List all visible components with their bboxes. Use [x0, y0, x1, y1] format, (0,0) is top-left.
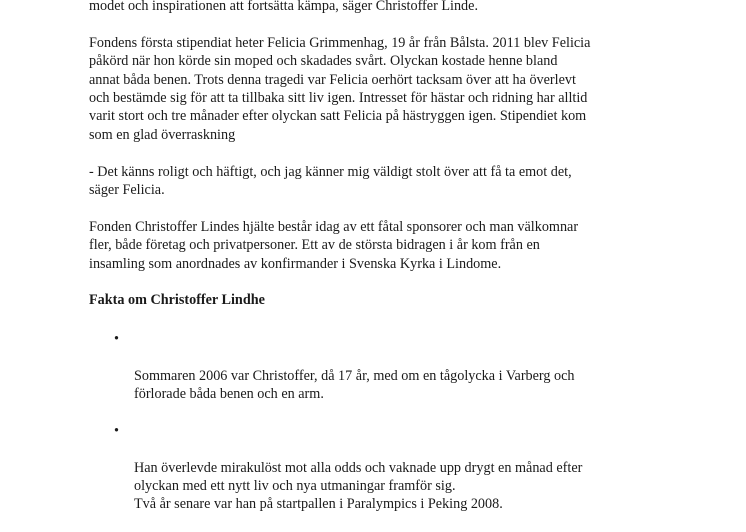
bullet-icon: • [114, 422, 119, 439]
paragraph-closing-quote: modet och inspirationen att fortsätta kämpa, säger Christoffer Linde. [89, 0, 478, 14]
paragraph-felicia-quote: - Det känns roligt och häftigt, och jag känner mig väldigt stolt över att få ta emot det, säger Felicia. [89, 163, 572, 199]
facts-heading: Fakta om Christoffer Lindhe [89, 292, 265, 309]
fact-text: Han överlevde mirakulöst mot alla odds och vaknade upp drygt en månad efter olyckan med ett nytt liv och nya utmaningar framför sig. Två år senare var han på startpallen i Paralympics i Peking 2008. [134, 459, 583, 513]
document-page [89, 0, 689, 532]
facts-list [89, 330, 689, 514]
bullet-icon: • [114, 330, 119, 347]
paragraph-sponsors: Fonden Christoffer Lindes hjälte består idag av ett fåtal sponsorer och man välkomnar fler, både företag och privatpersoner. Ett av de största bidragen i år kom från en insamling som anordnades av konfirmander i Svenska Kyrka i Lindome. [89, 218, 579, 272]
fact-text: Sommaren 2006 var Christoffer, då 17 år, med om en tågolycka i Varberg och förlorade båda benen och en arm. [134, 367, 575, 403]
paragraph-first-scholar: Fondens första stipendiat heter Felicia Grimmenhag, 19 år från Bålsta. 2011 blev Felicia påkörd när hon körde sin moped och skadades svårt. Olyckan kostade henne bland annat båda benen. Trots denna tragedi var Felicia oerhört tacksam över att ha överlevt och bestämde sig för att ta tillbaka sitt liv igen. Intresset för hästar och ridning har alltid varit stort och tre månader efter olyckan satt Felicia på hästryggen igen. Stipendiet kom som en glad överraskning [89, 34, 591, 143]
list-item [89, 422, 689, 514]
list-item [89, 330, 689, 404]
